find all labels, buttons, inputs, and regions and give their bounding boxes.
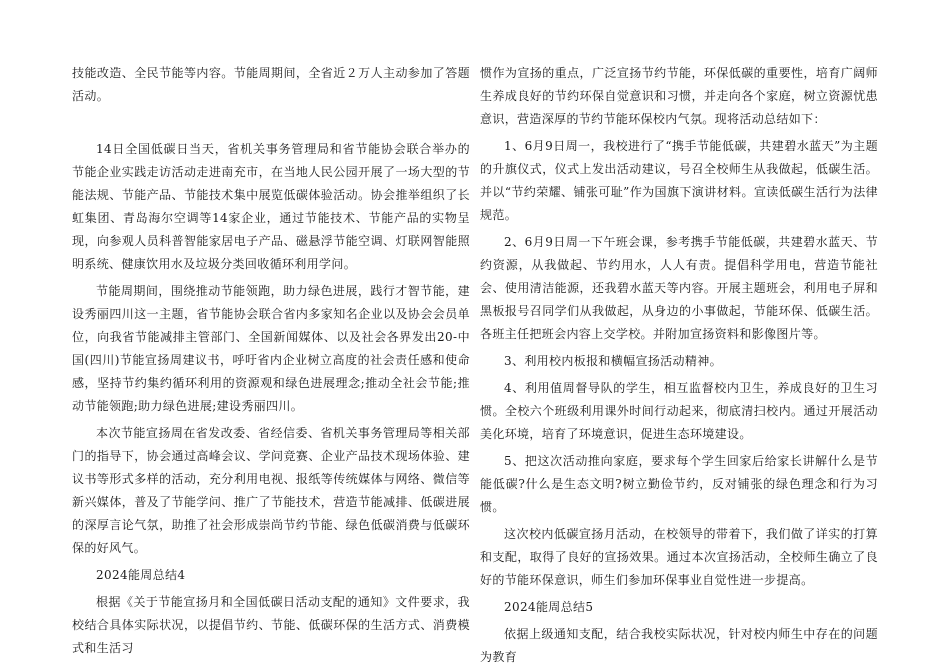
paragraph-summary-5-start: 依据上级通知支配，结合我校实际状况，针对校内师生中存在的问题为教育 (480, 627, 878, 664)
right-column (480, 62, 878, 669)
list-item-3: 3、利用校内板报和横幅宣扬活动精神。 (504, 354, 722, 368)
paragraph-summary-end: 技能改造、全民节能等内容。节能周期间，全省近２万人主动参加了答题活动。 (72, 66, 470, 103)
list-item-1: 1、6月9日周一，我校进行了“携手节能低碳，共建碧水蓝天”为主题的升旗仪式，仪式上发出活动建议，号召全校师生从我做起，低碳生活。并以“节约荣耀、铺张可耻”作为国旗下演讲材料。宣读低碳生活行为法律规范。 (480, 139, 878, 222)
paragraph-school-notice: 根据《关于节能宣扬月和全国低碳日活动支配的通知》文件要求，我校结合具体实际状况，以提倡节约、节能、低碳环保的生活方式、消费模式和生活习 (72, 595, 470, 655)
left-column (72, 62, 470, 660)
list-item-2: 2、6月9日周一下午班会课，参考携手节能低碳，共建碧水蓝天、节约资源，从我做起、节约用水，人人有责。提倡科学用电，营造节能社会、使用清洁能源，还我碧水蓝天等内容。开展主题班会，利用电子屏和黑板报号召同学们从我做起，从身边的小事做起，节能环保、低碳生活。各班主任把班会内容上交学校。并附加宣扬资料和影像图片等。 (480, 235, 878, 341)
paragraph-continuation: 惯作为宣扬的重点，广泛宣扬节约节能，环保低碳的重要性，培育广阔师生养成良好的节约环保自觉意识和习惯，并走向各个家庭，树立资源忧患意识，营造深厚的节约节能环保校内气氛。现将活动总结如下： (480, 66, 878, 126)
list-item-5: 5、把这次活动推向家庭，要求每个学生回家后给家长讲解什么是节能低碳?什么是生态文明?树立勤俭节约，反对铺张的绿色理念和行为习惯。 (480, 454, 878, 514)
paragraph-publicity-week-results: 本次节能宣扬周在省发改委、省经信委、省机关事务管理局等相关部门的指导下，协会通过高峰会议、学问竞赛、企业产品技术现场体验、建议书等形式多样的活动，充分利用电视、报纸等传统媒体与网络、微信等新兴媒体，普及了节能学问、推广了节能技术，营造节能减排、低碳进展的深厚言论气氛，助推了社会形成崇尚节约节能、绿色低碳消费与低碳环保的好风气。 (72, 426, 470, 555)
section-heading-summary-5: 2024能周总结5 (504, 600, 594, 614)
paragraph-activity-conclusion: 这次校内低碳宣扬月活动，在校领导的带着下，我们做了详实的打算和支配，取得了良好的宣扬效果。通过本次宣扬活动，全校师生确立了良好的节能环保意识，师生们参加环保事业自觉性进一步提高。 (480, 527, 878, 587)
paragraph-energy-week-theme: 节能周期间，围绕推动节能领跑，助力绿色进展，践行才智节能，建设秀丽四川这一主题，省节能协会联合省内多家知名企业以及协会会员单位，向我省节能减排主管部门、全国新闻媒体、以及社会各界发出20-中国(四川)节能宣扬周建议书，呼吁省内企业树立高度的社会责任感和使命感，坚持节约集约循环利用的资源观和绿色进展理念;推动全社会节能;推动节能领跑;助力绿色进展;建设秀丽四川。 (72, 284, 470, 413)
paragraph-low-carbon-day: 14日全国低碳日当天，省机关事务管理局和省节能协会联合举办的节能企业实践走访活动走进南充市，在当地人民公园开展了一场大型的节能法规、节能产品、节能技术集中展览低碳体验活动。协会推举组织了长虹集团、青岛海尔空调等14家企业，通过节能技术、节能产品的实物呈现，向参观人员科普智能家居电子产品、磁悬浮节能空调、灯联网智能照明系统、健康饮用水及垃圾分类回收循环利用学问。 (72, 142, 470, 271)
section-heading-summary-4: 2024能周总结4 (96, 568, 186, 582)
list-item-4: 4、利用值周督导队的学生，相互监督校内卫生，养成良好的卫生习惯。全校六个班级利用课外时间行动起来，彻底清扫校内。通过开展活动美化环境，培育了环境意识，促进生态环境建设。 (480, 381, 878, 441)
